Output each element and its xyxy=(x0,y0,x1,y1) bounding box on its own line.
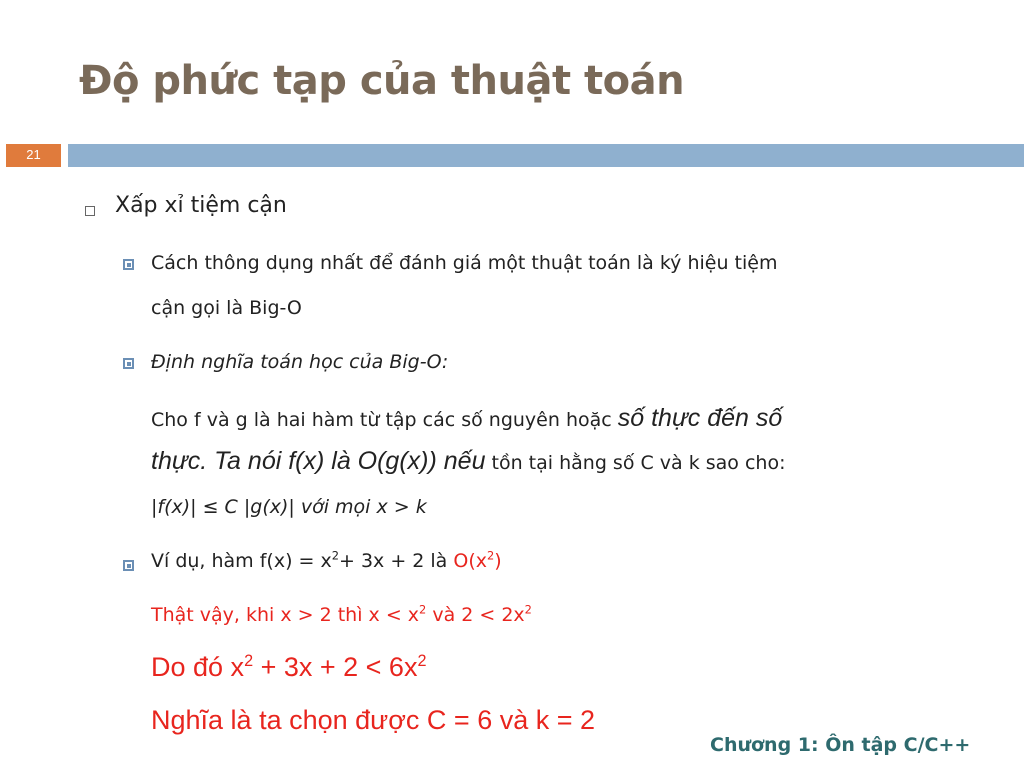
footer-chapter: Chương 1: Ôn tập C/C++ xyxy=(710,734,971,756)
big-o-prefix: O(x xyxy=(453,550,487,572)
slide-number-badge xyxy=(6,144,61,167)
proof-2-sup2: 2 xyxy=(417,652,427,670)
big-o-sup: 2 xyxy=(487,548,495,563)
example-big-o xyxy=(453,550,501,572)
bullet-square-icon xyxy=(85,206,95,216)
definition-line-1 xyxy=(151,404,782,433)
sub-bullet-icon xyxy=(123,560,134,571)
sub-bullet-bigo-line1: Cách thông dụng nhất để đánh giá một thuật toán là ký hiệu tiệm xyxy=(151,252,778,274)
slide-number: 21 xyxy=(26,147,41,162)
proof-2-sup1: 2 xyxy=(244,652,254,670)
proof-line-3: Nghĩa là ta chọn được C = 6 và k = 2 xyxy=(151,705,596,735)
slide-title: Độ phức tạp của thuật toán xyxy=(79,58,685,104)
proof-2-part2: + 3x + 2 < 6x xyxy=(253,652,418,682)
definition-line-2-emphasis: thực. Ta nói f(x) là O(g(x)) nếu xyxy=(151,447,486,475)
header-bar xyxy=(68,144,1024,167)
proof-1-sup2: 2 xyxy=(524,602,532,617)
big-o-suffix: ) xyxy=(494,550,502,572)
definition-line-2 xyxy=(151,447,785,476)
example-prefix: Ví dụ, hàm f(x) = x xyxy=(151,550,332,572)
sub-bullet-bigo-line2: cận gọi là Big-O xyxy=(151,297,302,319)
definition-line-1-emphasis: số thực đến số xyxy=(617,404,783,432)
bullet-asymptotic: Xấp xỉ tiệm cận xyxy=(115,193,287,218)
proof-1-part2: và 2 < 2x xyxy=(426,604,525,626)
example-sup: 2 xyxy=(331,548,339,563)
definition-line-2-text: tồn tại hằng số C và k sao cho: xyxy=(485,452,786,474)
sub-bullet-icon xyxy=(123,358,134,369)
example-middle: + 3x + 2 là xyxy=(338,550,454,572)
proof-2-part1: Do đó x xyxy=(151,652,245,682)
example-line xyxy=(151,550,502,572)
definition-line-1-text: Cho f và g là hai hàm từ tập các số nguyên hoặc xyxy=(151,409,618,431)
proof-1-sup1: 2 xyxy=(419,602,427,617)
definition-line-3: |f(x)| ≤ C |g(x)| với mọi x > k xyxy=(151,496,427,518)
sub-bullet-icon xyxy=(123,259,134,270)
proof-line-2 xyxy=(151,652,426,683)
proof-1-part1: Thật vậy, khi x > 2 thì x < x xyxy=(151,604,420,626)
sub-bullet-definition: Định nghĩa toán học của Big-O: xyxy=(151,351,449,373)
proof-line-1 xyxy=(151,604,532,626)
